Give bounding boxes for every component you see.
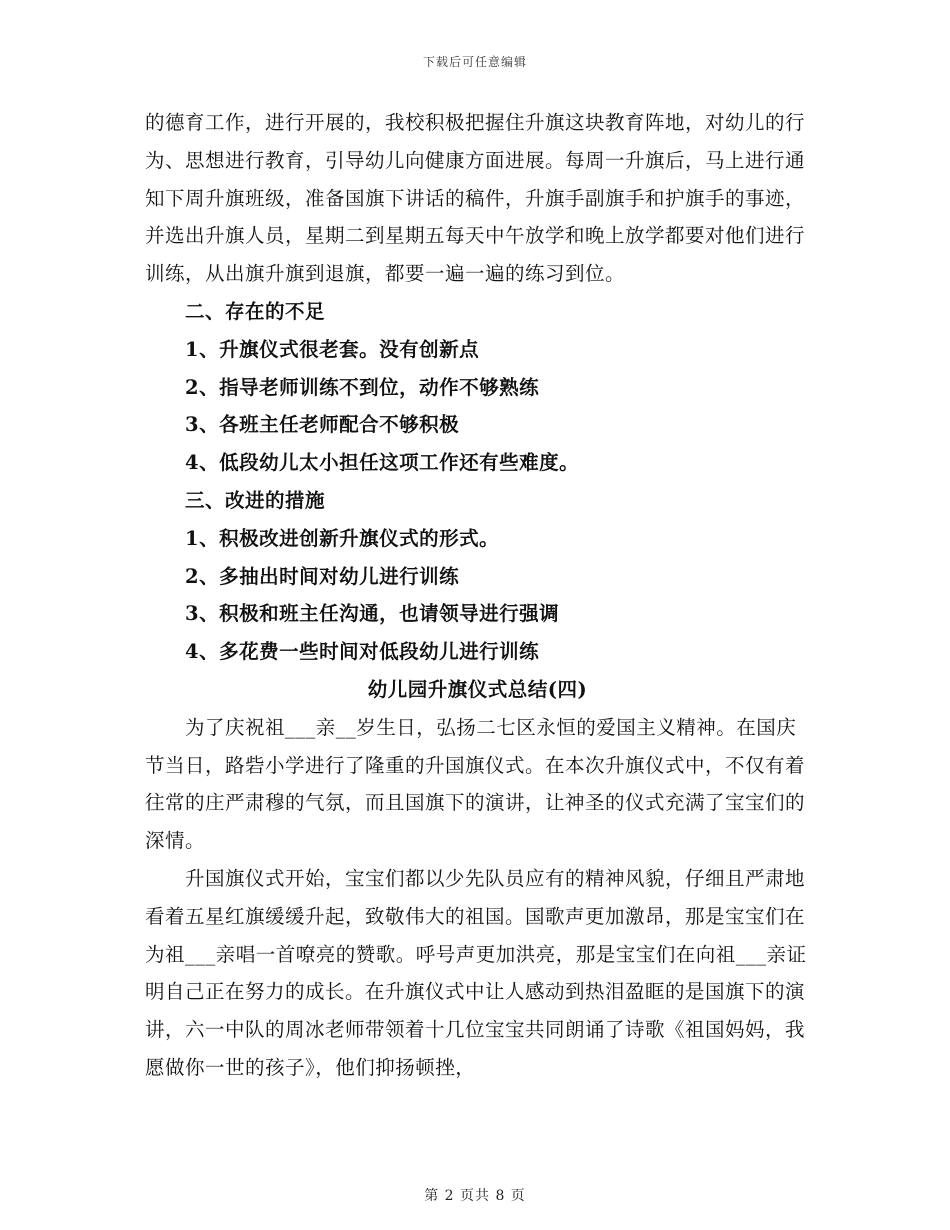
- measure-item-4: 4、多花费一些时间对低段幼儿进行训练: [185, 640, 540, 664]
- page-footer: 第 2 页共 8 页: [424, 1188, 526, 1204]
- heading-measures: 三、改进的措施: [185, 488, 326, 512]
- shortcoming-item-4: 4、低段幼儿太小担任这项工作还有些难度。: [185, 451, 580, 475]
- paragraph-national-day: 为了庆祝祖___亲__岁生日，弘扬二七区永恒的爱国主义精神。在国庆节当日，路砦小学进行了隆重的升国旗仪式。在本次升旗仪式中，不仅有着往常的庄严肃穆的气氛，而且国旗下的演讲，让神圣的仪式充满了宝宝们的深情。: [145, 715, 806, 853]
- measure-item-1: 1、积极改进创新升旗仪式的形式。: [185, 526, 500, 550]
- page-header: 下载后可任意编辑: [422, 55, 527, 69]
- shortcoming-item-2: 2、指导老师训练不到位，动作不够熟练: [185, 375, 540, 399]
- measure-item-2: 2、多抽出时间对幼儿进行训练: [185, 564, 460, 588]
- section-title: 幼儿园升旗仪式总结(四): [367, 677, 588, 701]
- shortcoming-item-1: 1、升旗仪式很老套。没有创新点: [185, 337, 480, 361]
- paragraph-moral-education: 的德育工作，进行开展的，我校积极把握住升旗这块教育阵地，对幼儿的行为、思想进行教育，引导幼儿向健康方面进展。每周一升旗后，马上进行通知下周升旗班级，准备国旗下讲话的稿件，升旗手副旗手和护旗手的事迹，并选出升旗人员，星期二到星期五每天中午放学和晚上放学都要对他们进行训练，从出旗升旗到退旗，都要一遍一遍的练习到位。: [145, 111, 806, 286]
- paragraph-flag-ceremony: 升国旗仪式开始，宝宝们都以少先队员应有的精神风貌，仔细且严肃地看着五星红旗缓缓升起，致敬伟大的祖国。国歌声更加激昂，那是宝宝们在为祖___亲唱一首嘹亮的赞歌。呼号声更加洪亮，那是宝宝们在向祖___亲证明自己正在努力的成长。在升旗仪式中让人感动到热泪盈眶的是国旗下的演讲，六一中队的周冰老师带领着十几位宝宝共同朗诵了诗歌《祖国妈妈，我愿做你一世的孩子》，他们抑扬顿挫，: [145, 866, 807, 1079]
- shortcoming-item-3: 3、各班主任老师配合不够积极: [185, 413, 460, 437]
- document-body: [145, 104, 810, 1087]
- measure-item-3: 3、积极和班主任沟通，也请领导进行强调: [185, 602, 560, 626]
- heading-shortcomings: 二、存在的不足: [185, 299, 326, 323]
